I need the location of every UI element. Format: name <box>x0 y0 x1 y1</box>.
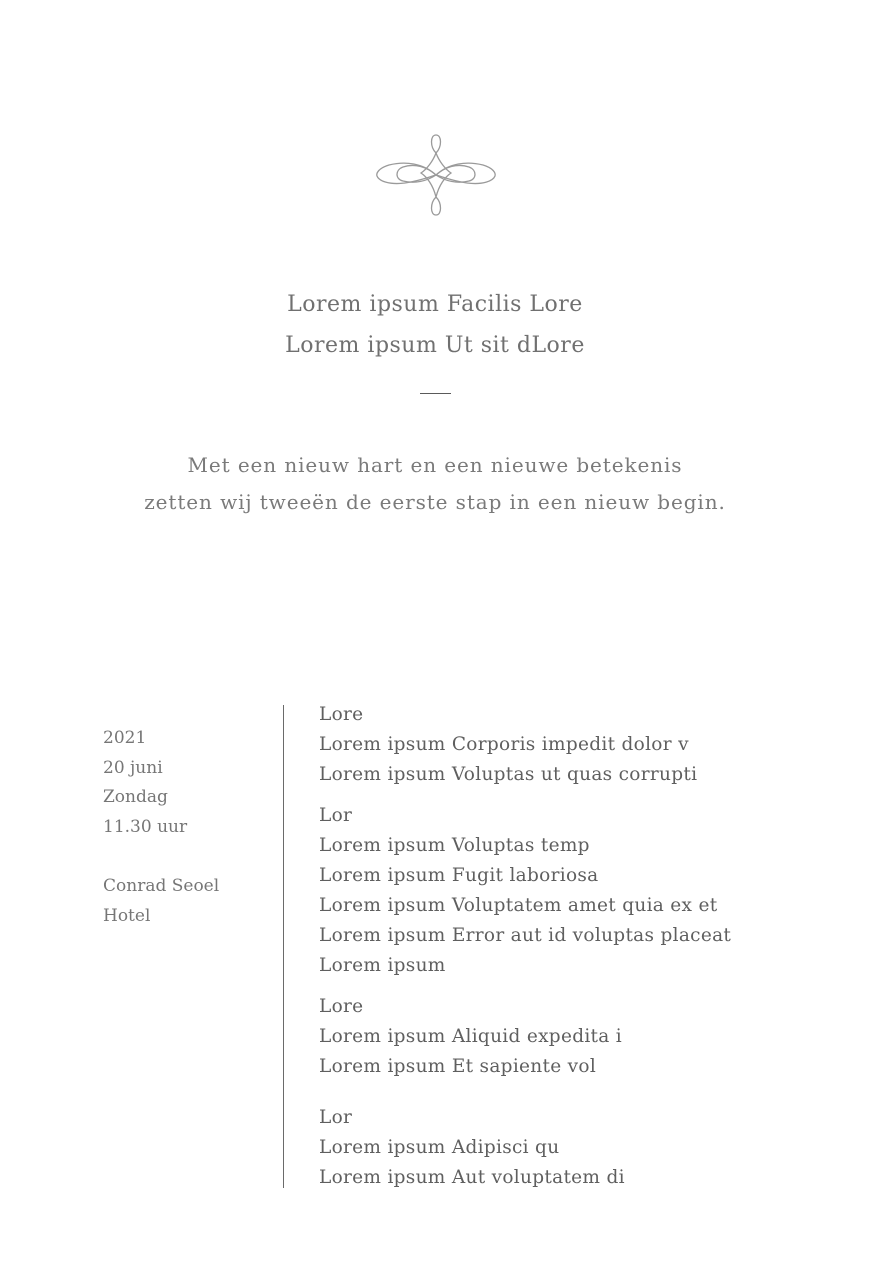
quote-line-2: zetten wij tweeën de eerste stap in een nieuw begin. <box>144 490 726 514</box>
event-time: 11.30 uur <box>103 816 188 837</box>
program-line: Lorem ipsum Voluptas ut quas corrupti <box>319 764 698 785</box>
program-heading: Lor <box>319 805 353 826</box>
event-year: 2021 <box>103 728 147 748</box>
vertical-divider <box>283 705 284 1188</box>
program-line: Lorem ipsum Voluptas temp <box>319 835 590 856</box>
event-details <box>103 724 219 931</box>
details-spacer <box>103 842 219 872</box>
program-line: Lorem ipsum Voluptatem amet quia ex et <box>319 895 718 916</box>
program-heading: Lor <box>319 1107 353 1128</box>
venue-line-2: Hotel <box>103 905 151 926</box>
program-line: Lorem ipsum Fugit laboriosa <box>319 865 599 886</box>
event-day: Zondag <box>103 787 168 807</box>
program-heading: Lore <box>319 704 364 725</box>
program-block <box>319 801 731 981</box>
program-block <box>319 700 731 790</box>
couple-names <box>0 284 870 366</box>
divider-dash <box>420 393 451 394</box>
program-line: Lorem ipsum Error aut id voluptas placeat <box>319 925 732 946</box>
invitation-quote <box>0 447 870 521</box>
program-line: Lorem ipsum Aliquid expedita i <box>319 1026 623 1047</box>
flourish-ornament-icon <box>375 133 497 217</box>
quote-line-1: Met een nieuw hart en een nieuwe betekenis <box>187 453 683 477</box>
program-heading: Lore <box>319 996 364 1017</box>
program-line: Lorem ipsum Corporis impedit dolor v <box>319 734 689 755</box>
program-line: Lorem ipsum Et sapiente vol <box>319 1056 597 1077</box>
program-line: Lorem ipsum Aut voluptatem di <box>319 1167 625 1188</box>
event-date: 20 juni <box>103 757 163 778</box>
program-list <box>319 700 731 1193</box>
venue-line-1: Conrad Seoel <box>103 876 220 896</box>
program-block <box>319 1103 731 1193</box>
name-line-2: Lorem ipsum Ut sit dLore <box>285 333 585 358</box>
program-block <box>319 992 731 1082</box>
program-line: Lorem ipsum Adipisci qu <box>319 1137 560 1158</box>
program-line: Lorem ipsum <box>319 955 446 976</box>
name-line-1: Lorem ipsum Facilis Lore <box>287 292 583 317</box>
